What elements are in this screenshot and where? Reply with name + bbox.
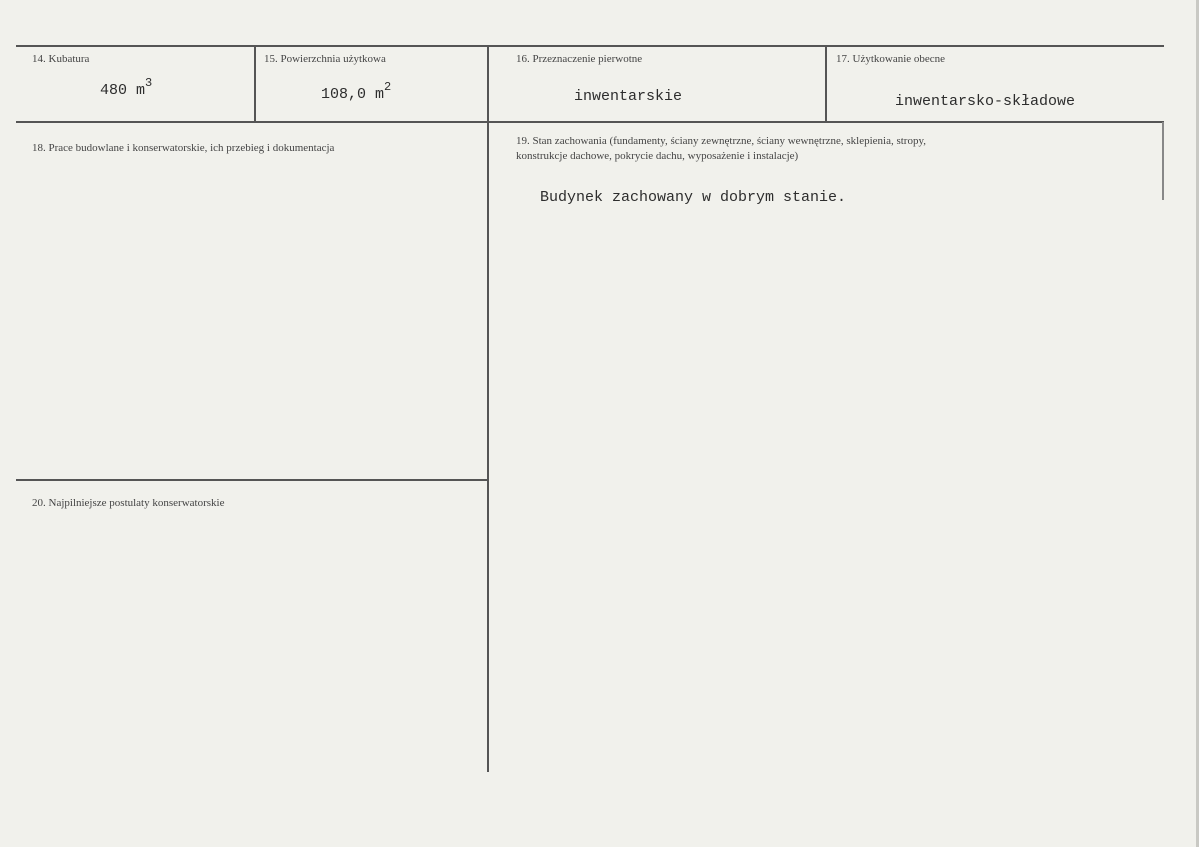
field-19-value: Budynek zachowany w dobrym stanie. (540, 189, 847, 206)
field-19-label-line1: 19. Stan zachowania (fundamenty, ściany zewnętrzne, ściany wewnętrzne, sklepienia, stropy, (516, 135, 927, 147)
field-20-label: 20. Najpilniejsze postulaty konserwatorskie (32, 497, 225, 509)
divider-15-16 (487, 46, 489, 772)
field-17-label: 17. Użytkowanie obecne (836, 53, 946, 65)
right-edge-rule (1162, 122, 1164, 200)
divider-14-15 (254, 46, 256, 122)
field-16-label: 16. Przeznaczenie pierwotne (516, 53, 643, 65)
divider-16-17 (825, 46, 827, 122)
field-15-label: 15. Powierzchnia użytkowa (264, 53, 386, 65)
field-19-label-line2: konstrukcje dachowe, pokrycie dachu, wyposażenie i instalacje) (516, 150, 799, 162)
section-20-rule (16, 479, 488, 481)
field-14-value: 480 $m^3$ (100, 76, 153, 99)
field-16-value: inwentarskie (574, 88, 683, 105)
field-17-value: inwentarsko-składowe (895, 93, 1076, 110)
top-rule (16, 45, 1164, 47)
field-15-value: 108,0 $m^2$ (321, 80, 392, 103)
field-14-label: 14. Kubatura (32, 53, 90, 65)
header-bottom-rule (16, 121, 1164, 123)
field-18-label: 18. Prace budowlane i konserwatorskie, ich przebieg i dokumentacja (32, 142, 335, 154)
